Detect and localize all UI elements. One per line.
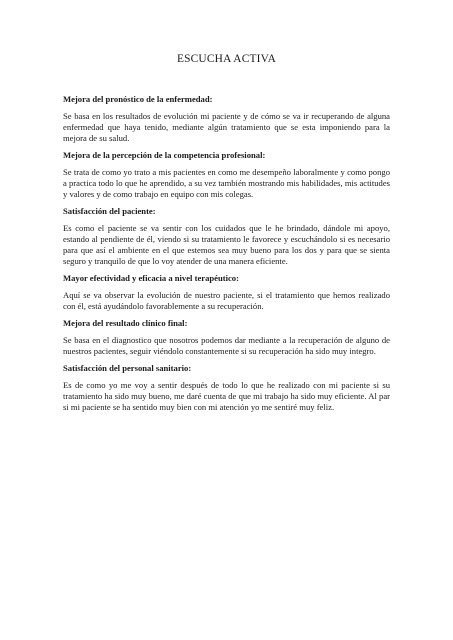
section-pronostico bbox=[63, 94, 390, 144]
section-paragraph: Es de como yo me voy a sentir después de todo lo que he realizado con mi paciente si su tratamiento ha sido muy bueno, me daré cuenta de que mi trabajo ha sido muy eficiente. Al par si mi paciente se ha sentido muy bien con mi atención yo me sentiré muy feliz. bbox=[63, 380, 390, 412]
section-efectividad bbox=[63, 273, 390, 312]
section-heading: Mejora de la percepción de la competencia profesional: bbox=[63, 150, 266, 160]
section-heading: Mejora del pronóstico de la enfermedad: bbox=[63, 94, 213, 104]
section-heading: Mejora del resultado clínico final: bbox=[63, 318, 188, 328]
section-paragraph: Aquí se va observar la evolución de nuestro paciente, si el tratamiento que hemos realizado con él, está ayudándolo favorablemente a su recuperación. bbox=[63, 290, 390, 311]
section-resultado-clinico bbox=[63, 318, 390, 357]
section-paragraph: Se basa en el diagnostico que nosotros podemos dar mediante a la recuperación de alguno de nuestros pacientes, seguir viéndolo constantemente si su recuperación ha sido muy integro. bbox=[63, 335, 390, 356]
document-title: ESCUCHA ACTIVA bbox=[176, 53, 277, 65]
section-competencia bbox=[63, 150, 390, 200]
document-body bbox=[63, 94, 390, 419]
section-heading: Satisfacción del paciente: bbox=[63, 206, 156, 216]
section-heading: Satisfacción del personal sanitario: bbox=[63, 363, 192, 373]
section-heading: Mayor efectividad y eficacia a nivel terapéutico: bbox=[63, 273, 239, 283]
section-paragraph: Es como el paciente se va sentir con los cuidados que le he brindado, dándole mi apoyo, estando al pendiente de él, viendo si su tratamiento le favorece y escuchándolo si es necesario para que así el ambiente en el que estemos sea muy bueno para los dos y para que se sienta seguro y tranquilo de que lo voy atender de una manera eficiente. bbox=[63, 223, 390, 266]
section-satisfaccion-personal bbox=[63, 363, 390, 413]
section-paragraph: Se basa en los resultados de evolución mi paciente y de cómo se va ir recuperando de alguna enfermedad que haya tenido, mediante algún tratamiento que se esta imponiendo para la mejora de su salud. bbox=[63, 111, 390, 143]
section-paragraph: Se trata de como yo trato a mis pacientes en como me desempeño laboralmente y como pongo a practica todo lo que he aprendido, a su vez también mostrando mis habilidades, mis actitudes y valores y de como trabajo en equipo con mis colegas. bbox=[63, 167, 390, 199]
section-satisfaccion-paciente bbox=[63, 206, 390, 267]
